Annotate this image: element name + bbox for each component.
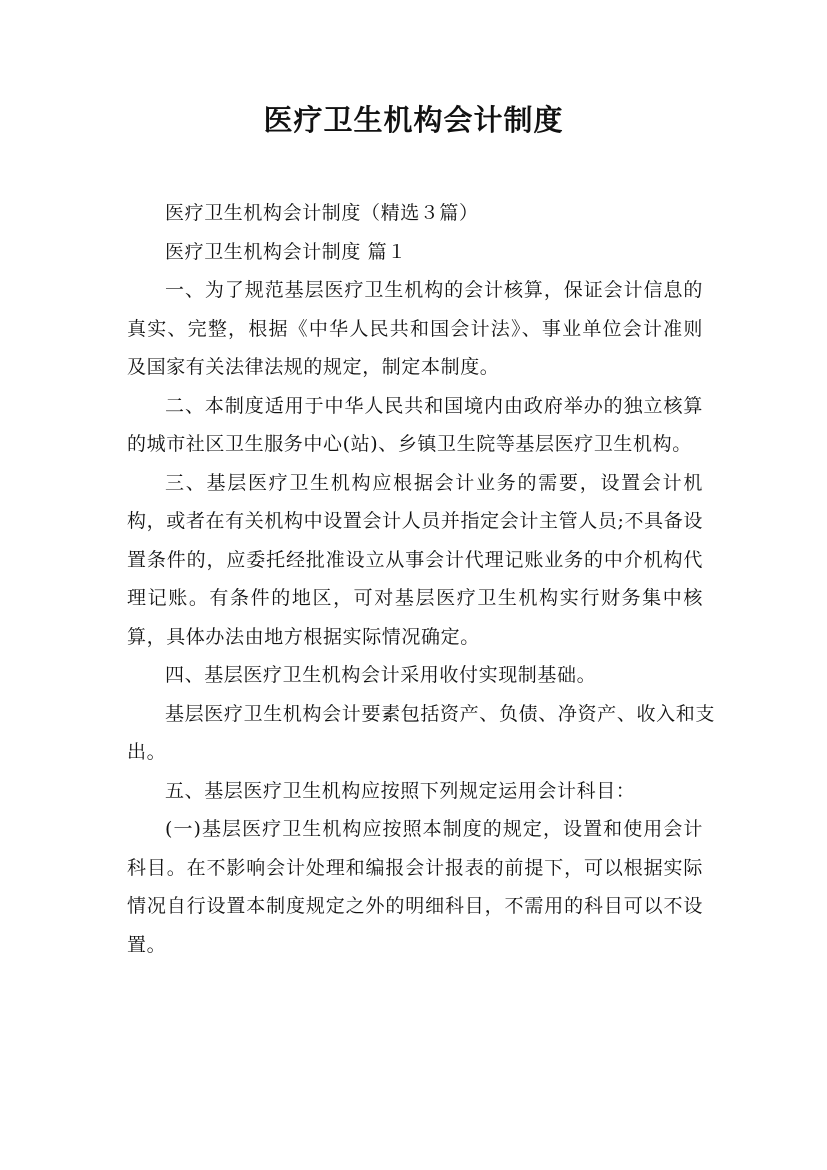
paragraph-article-5: 五、基层医疗卫生机构应按照下列规定运用会计科目： bbox=[165, 779, 636, 802]
paragraph-section-heading: 医疗卫生机构会计制度 篇１ bbox=[165, 240, 407, 263]
paragraph-accounting-elements: 基层医疗卫生机构会计要素包括资产、负债、净资产、收入和支出。 bbox=[127, 702, 715, 763]
paragraph-subtitle: 医疗卫生机构会计制度（精选３篇） bbox=[165, 202, 479, 224]
paragraph-article-4: 四、基层医疗卫生机构会计采用收付实现制基础。 bbox=[165, 664, 597, 686]
paragraph-article-2: 二、本制度适用于中华人民共和国境内由政府举办的独立核算的城市社区卫生服务中心(站)、乡镇卫生院等基层医疗卫生机构。 bbox=[127, 394, 703, 455]
paragraph-article-3: 三、基层医疗卫生机构应根据会计业务的需要，设置会计机构，或者在有关机构中设置会计人员并指定会计主管人员;不具备设置条件的，应委托经批准设立从事会计代理记账业务的中介机构代理记账。有条件的地区，可对基层医疗卫生机构实行财务集中核算，具体办法由地方根据实际情况确定。 bbox=[127, 471, 703, 648]
paragraph-article-5-item-1: (一)基层医疗卫生机构应按照本制度的规定，设置和使用会计科目。在不影响会计处理和编报会计报表的前提下，可以根据实际情况自行设置本制度规定之外的明细科目，不需用的科目可以不设置。 bbox=[127, 818, 703, 956]
document-body bbox=[127, 194, 715, 964]
document-title: 医疗卫生机构会计制度 bbox=[263, 103, 564, 137]
paragraph-article-1: 一、为了规范基层医疗卫生机构的会计核算，保证会计信息的真实、完整，根据《中华人民共和国会计法》、事业单位会计准则及国家有关法律法规的规定，制定本制度。 bbox=[127, 279, 703, 378]
